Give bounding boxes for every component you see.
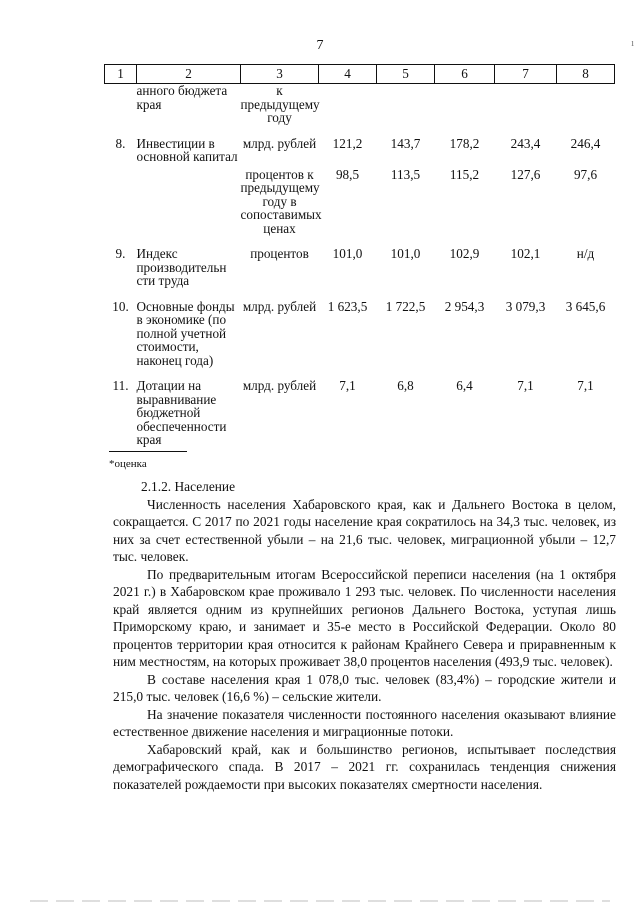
body-text (113, 478, 616, 793)
value-col6: 102,9 (449, 246, 480, 261)
row-number: 11. (112, 378, 129, 393)
value-col4: 121,2 (332, 135, 363, 151)
value-col4: 101,0 (332, 246, 363, 261)
indicator-name: Индекс производительн сти труда (136, 246, 227, 288)
value-col5: 1 722,5 (385, 298, 426, 314)
unit: процентов к предыдущему году в сопоставимых ценах (240, 166, 322, 236)
table-row (105, 235, 615, 288)
paragraph: Численность населения Хабаровского края, как и Дальнего Востока в целом, сокращается. С 2017 по 2021 годы население края сократилось на 34,3 тыс. человек, из них за счет естественной убыли – на 21,6 тыс. человек, миграционной убыли – 12,7 тыс. человек. (113, 496, 616, 564)
paragraph: По предварительным итогам Всероссийской переписи населения (на 1 октября 2021 г.) в Хабаровском крае проживало 1 293 тыс. человек. По численности населения край является одним из крупнейших регионов Дальнего Востока, уступая лишь Приморскому краю, и занимает и 35-е место в Российской Федерации. Около 80 процентов территории края относится к районам Крайнего Севера и приравненным к ним местностям, на которых проживает 38,0 процентов населения (493,9 тыс. человек). (113, 566, 616, 669)
paragraph: Хабаровский край, как и большинство регионов, испытывает последствия демографического спада. В 2017 – 2021 гг. сохранилась тенденция снижения показателей рождаемости при высоких показателях смертности населения. (113, 741, 616, 792)
value-col6: 115,2 (449, 166, 480, 182)
column-header: 8 (557, 65, 615, 84)
value-col5: 101,0 (390, 246, 421, 261)
value-col8: 3 645,6 (565, 298, 606, 314)
scan-edge-mark: ı (631, 38, 634, 49)
table-header-row (105, 65, 615, 84)
indicators-table (104, 64, 615, 447)
column-header: 5 (377, 65, 435, 84)
row-number: 10. (112, 298, 129, 314)
value-col4 (319, 84, 377, 125)
page-number: 7 (316, 38, 324, 53)
indicator-name: Дотации на выравнивание бюджетной обеспеченности края (136, 378, 227, 447)
value-col6: 178,2 (449, 135, 480, 151)
value-col8: 246,4 (570, 135, 601, 151)
value-col4: 1 623,5 (327, 298, 368, 314)
row-number: 9. (115, 246, 126, 261)
row-number: 8. (115, 135, 126, 151)
value-col4: 98,5 (335, 166, 360, 182)
section-heading: 2.1.2. Население (141, 479, 236, 494)
value-col8 (557, 84, 615, 125)
unit: млрд. рублей (242, 298, 317, 314)
value-col7: 102,1 (510, 246, 541, 261)
column-header: 7 (495, 65, 557, 84)
value-col5: 6,8 (397, 378, 414, 393)
value-col6: 6,4 (456, 378, 473, 393)
value-col7: 7,1 (517, 378, 534, 393)
indicator-name: анного бюджета края (136, 83, 228, 112)
scan-edge-artifact (30, 900, 610, 902)
indicator-name (137, 164, 241, 236)
column-header: 1 (105, 65, 137, 84)
row-number (105, 164, 137, 236)
value-col7: 3 079,3 (505, 298, 546, 314)
row-number (105, 84, 137, 125)
table-row (105, 84, 615, 125)
value-col7: 127,6 (510, 166, 541, 182)
table-row (105, 125, 615, 164)
value-col8: 97,6 (573, 166, 598, 182)
unit: млрд. рублей (242, 378, 317, 393)
value-col8: 7,1 (577, 378, 594, 393)
unit: к предыдущему году (240, 83, 320, 125)
unit: млрд. рублей (242, 135, 317, 151)
paragraph: В составе населения края 1 078,0 тыс. человек (83,4%) – городские жители и 215,0 тыс. человек (16,6 %) – сельские жители. (113, 671, 616, 704)
indicator-name: Основные фонды в экономике (по полной учетной стоимости, наконец года) (136, 298, 235, 368)
column-header: 6 (435, 65, 495, 84)
column-header: 3 (241, 65, 319, 84)
value-col7 (495, 84, 557, 125)
value-col5 (377, 84, 435, 125)
value-col5: 143,7 (390, 135, 421, 151)
column-header: 4 (319, 65, 377, 84)
value-col7: 243,4 (510, 135, 541, 151)
value-col4: 7,1 (339, 378, 356, 393)
paragraph: На значение показателя численности постоянного населения оказывают влияние естественное движение населения и миграционные потоки. (113, 706, 616, 739)
value-col6 (435, 84, 495, 125)
table-row (105, 288, 615, 368)
value-col5: 113,5 (390, 166, 421, 182)
footnote: *оценка (109, 458, 147, 470)
column-header: 2 (137, 65, 241, 84)
table-row (105, 164, 615, 236)
indicator-name: Инвестиции в основной капитал (136, 135, 238, 164)
footnote-divider (109, 451, 187, 452)
unit: процентов (250, 246, 309, 261)
value-col6: 2 954,3 (444, 298, 485, 314)
table-row (105, 367, 615, 447)
value-col8: н/д (576, 246, 595, 261)
